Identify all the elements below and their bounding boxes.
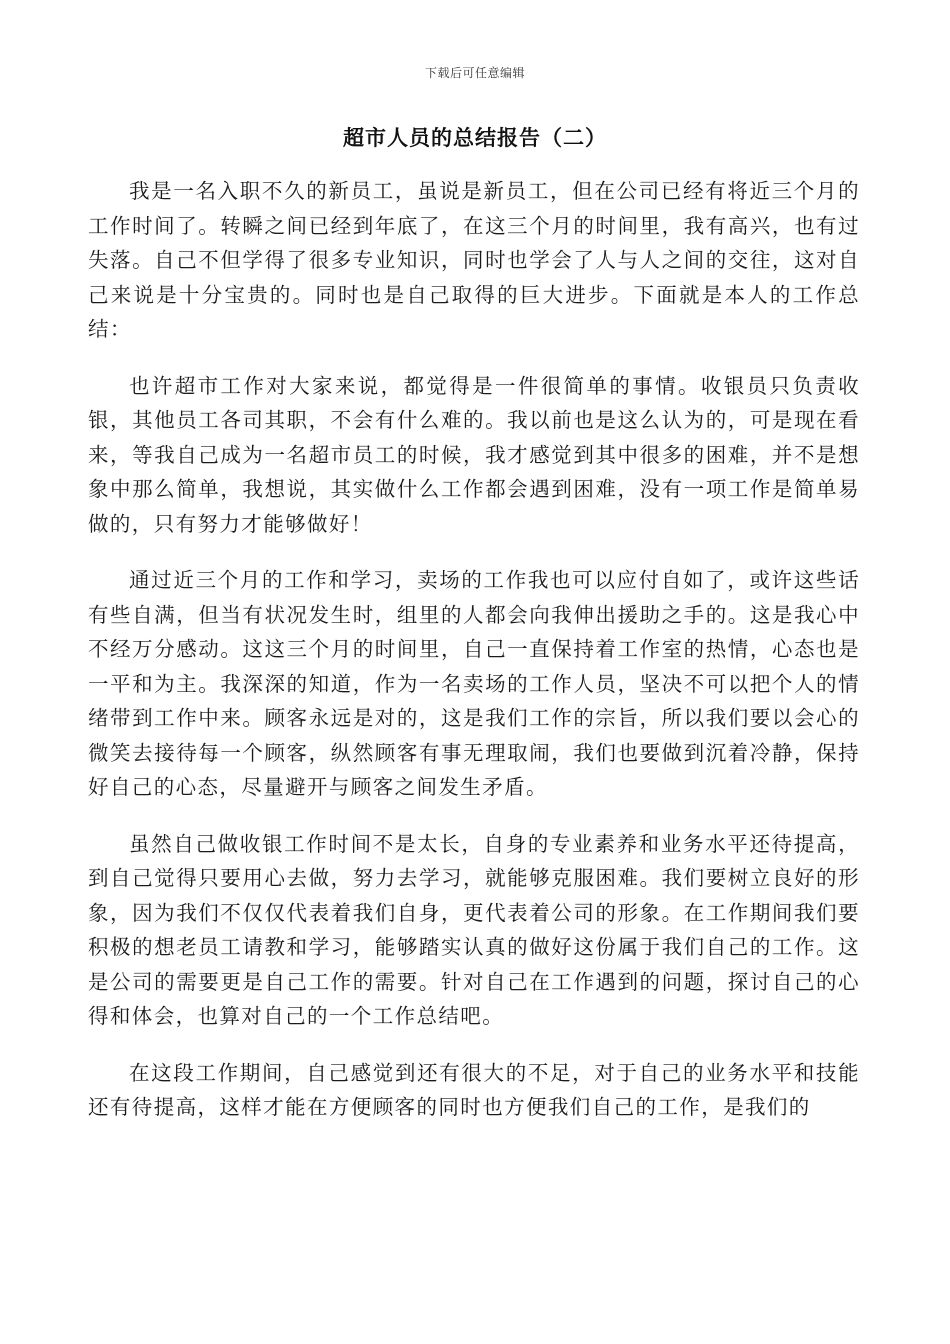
header-note: 下载后可任意编辑 [424,66,525,80]
document-title: 超市人员的总结报告（二） [343,125,607,150]
paragraph-1: 我是一名入职不久的新员工，虽说是新员工，但在公司已经有将近三个月的工作时间了。转瞬之间已经到年底了，在这三个月的时间里，我有高兴，也有过失落。自己不但学得了很多专业知识，同时也学会了人与人之间的交往，这对自己来说是十分宝贵的。同时也是自己取得的巨大进步。下面就是本人的工作总结： [88,179,860,341]
document-body [88,174,860,1147]
paragraph-3: 通过近三个月的工作和学习，卖场的工作我也可以应付自如了，或许这些话有些自满，但当有状况发生时，组里的人都会向我伸出援助之手的。这是我心中不经万分感动。这这三个月的时间里，自己一直保持着工作室的热情，心态也是一平和为主。我深深的知道，作为一名卖场的工作人员，坚决不可以把个人的情绪带到工作中来。顾客永远是对的，这是我们工作的宗旨，所以我们要以会心的微笑去接待每一个顾客，纵然顾客有事无理取闹，我们也要做到沉着冷静，保持好自己的心态，尽量避开与顾客之间发生矛盾。 [88,568,860,799]
paragraph-4: 虽然自己做收银工作时间不是太长，自身的专业素养和业务水平还待提高，到自己觉得只要用心去做，努力去学习，就能够克服困难。我们要树立良好的形象，因为我们不仅仅代表着我们自身，更代表着公司的形象。在工作期间我们要积极的想老员工请教和学习，能够踏实认真的做好这份属于我们自己的工作。这是公司的需要更是自己工作的需要。针对自己在工作遇到的问题，探讨自己的心得和体会，也算对自己的一个工作总结吧。 [88,831,860,1028]
paragraph-5: 在这段工作期间，自己感觉到还有很大的不足，对于自己的业务水平和技能还有待提高，这样才能在方便顾客的同时也方便我们自己的工作，是我们的 [88,1060,860,1119]
paragraph-2: 也许超市工作对大家来说，都觉得是一件很简单的事情。收银员只负责收银，其他员工各司其职，不会有什么难的。我以前也是这么认为的，可是现在看来，等我自己成为一名超市员工的时候，我才感觉到其中很多的困难，并不是想象中那么简单，我想说，其实做什么工作都会遇到困难，没有一项工作是简单易做的，只有努力才能够做好！ [88,373,860,536]
